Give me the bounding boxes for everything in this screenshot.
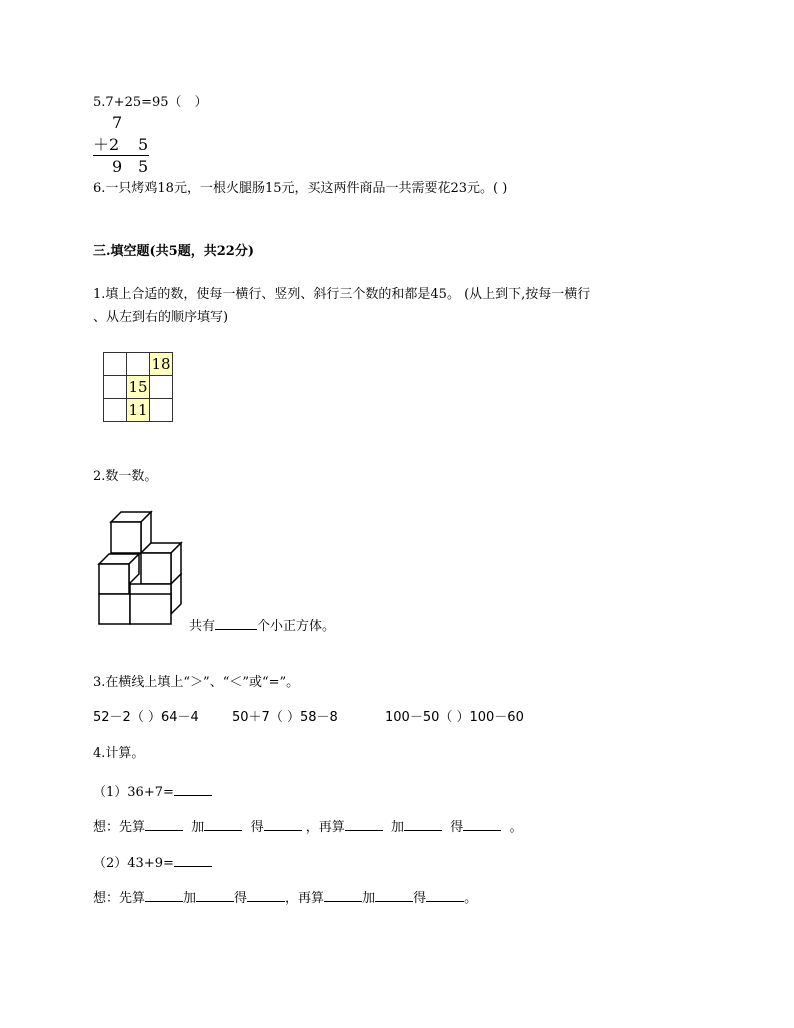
p4-sub1	[93, 783, 212, 801]
grid-cell[interactable]	[150, 399, 173, 422]
p4-sub2	[93, 854, 212, 872]
grid-cell[interactable]	[127, 353, 150, 376]
section-title: 三.填空题(共5题，共22分)	[93, 244, 254, 259]
answer-blank[interactable]	[174, 854, 212, 867]
think-text: 得	[450, 820, 464, 835]
p3-compare-2: 50＋7（ ）58－8	[232, 710, 338, 725]
answer-blank[interactable]	[404, 818, 442, 831]
q5-vertical-digit: 5	[138, 135, 149, 154]
think-text: 加	[362, 891, 376, 906]
p1-line2: 、从左到右的顺序填写)	[93, 310, 229, 325]
p3-compare-3: 100－50（ ）100－60	[385, 710, 524, 725]
think-text: 想：先算	[93, 820, 146, 835]
p2-title: 2.数一数。	[93, 469, 158, 484]
p4-think1	[93, 818, 523, 836]
think-text: 得	[250, 820, 264, 835]
answer-blank[interactable]	[264, 818, 302, 831]
p2-after: 个小正方体。	[257, 619, 336, 634]
think-text: ，再算	[305, 820, 345, 835]
p3-title: 3.在横线上填上“＞”、“＜”或“=”。	[93, 675, 300, 690]
grid-cell-given: 15	[127, 376, 150, 399]
think-text: 加	[191, 820, 205, 835]
p2-answer-line	[189, 617, 335, 635]
answer-blank[interactable]	[145, 889, 183, 902]
grid-cell[interactable]	[104, 376, 127, 399]
magic-square-grid	[103, 352, 173, 422]
answer-blank[interactable]	[215, 617, 257, 630]
think-text: 。	[464, 891, 478, 906]
answer-blank[interactable]	[145, 818, 183, 831]
grid-cell[interactable]	[104, 353, 127, 376]
q6-text: 6.一只烤鸡18元，一根火腿肠15元，买这两件商品一共需要花23元。( )	[93, 181, 508, 196]
grid-cell[interactable]	[150, 376, 173, 399]
answer-blank[interactable]	[345, 818, 383, 831]
p2-before: 共有	[189, 619, 216, 634]
q5-text: 5.7+25=95（ ）	[93, 95, 208, 110]
grid-cell-given: 18	[150, 353, 173, 376]
q5-vertical-sign: ＋2	[93, 135, 120, 154]
p4-sub1-expr: （1）36+7=	[93, 785, 174, 800]
q5-vertical-tens: 9	[112, 157, 123, 176]
answer-blank[interactable]	[196, 889, 234, 902]
answer-blank[interactable]	[174, 783, 212, 796]
grid-cell[interactable]	[104, 399, 127, 422]
think-text: 得	[413, 891, 427, 906]
q5-vertical-ones: 5	[138, 157, 149, 176]
p4-sub2-expr: （2）43+9=	[93, 856, 174, 871]
think-text: 得	[234, 891, 248, 906]
q5-vertical-rule	[93, 155, 149, 156]
p4-think2	[93, 889, 477, 907]
think-text: 。	[509, 820, 523, 835]
answer-blank[interactable]	[375, 889, 413, 902]
answer-blank[interactable]	[247, 889, 285, 902]
answer-blank[interactable]	[426, 889, 464, 902]
answer-blank[interactable]	[324, 889, 362, 902]
q5-vertical-row1: 7	[112, 113, 123, 132]
answer-blank[interactable]	[204, 818, 242, 831]
think-text: ，再算	[285, 891, 325, 906]
p1-line1: 1.填上合适的数，使每一横行、竖列、斜行三个数的和都是45。 (从上到下,按每一横行	[93, 287, 591, 302]
cube-stack-figure	[97, 508, 189, 630]
think-text: 加	[391, 820, 405, 835]
answer-blank[interactable]	[463, 818, 501, 831]
think-text: 想：先算	[93, 891, 146, 906]
p3-compare-1: 52－2（ ）64－4	[93, 710, 199, 725]
p4-title: 4.计算。	[93, 746, 145, 761]
think-text: 加	[183, 891, 197, 906]
grid-cell-given: 11	[127, 399, 150, 422]
